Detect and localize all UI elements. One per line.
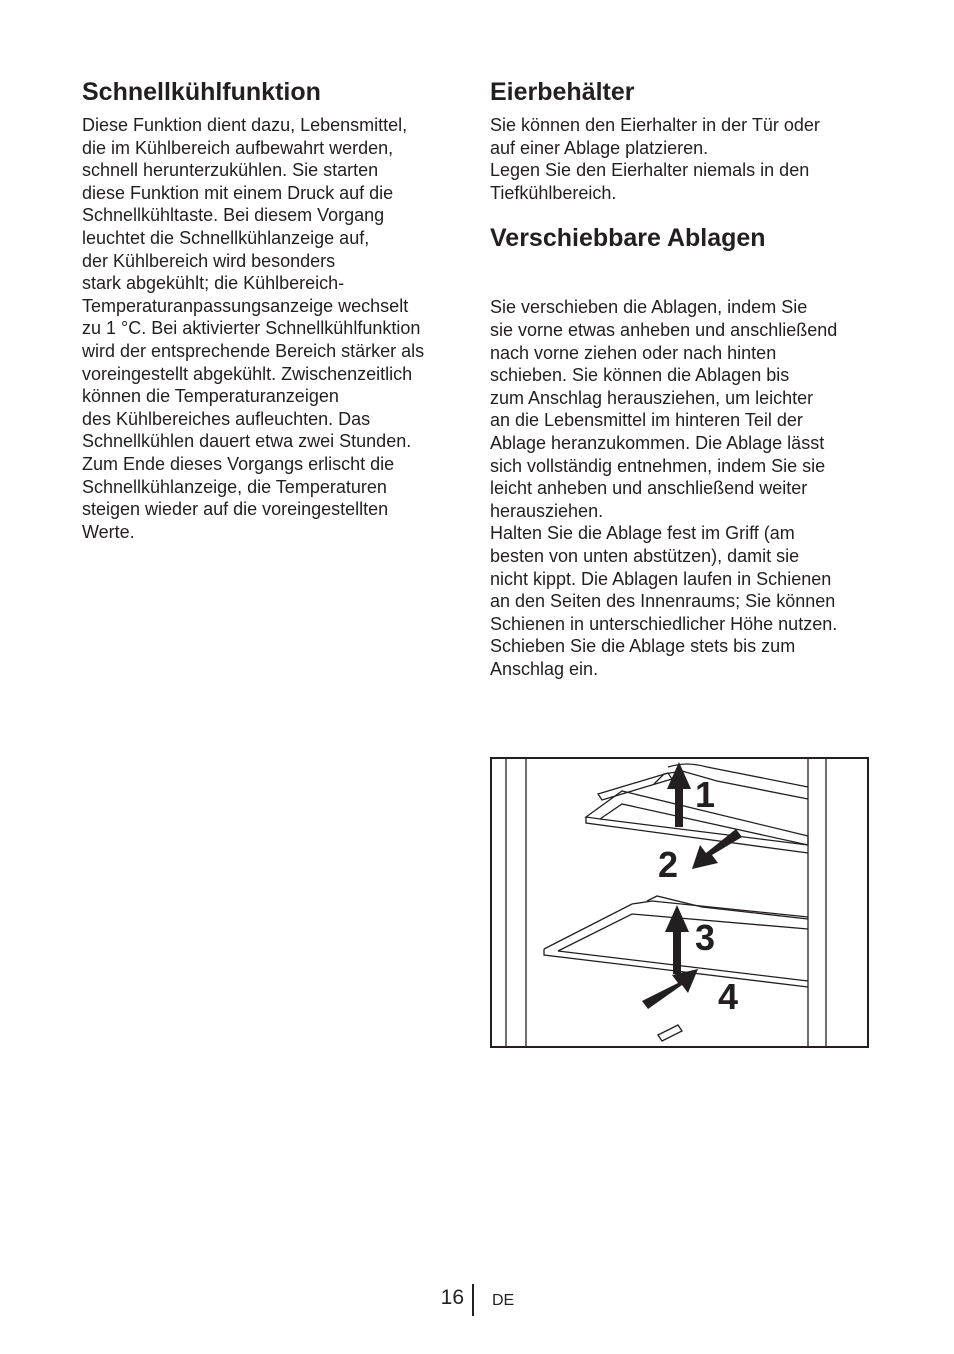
page-number: 16 bbox=[440, 1286, 464, 1309]
quick-cool-heading: Schnellkühlfunktion bbox=[82, 78, 321, 106]
step-label-4: 4 bbox=[718, 976, 739, 1017]
quick-cool-paragraph: Diese Funktion dient dazu, Lebensmittel, die im Kühlbereich aufbewahrt werden, schnell herunterzukühlen. Sie starten diese Funktion mit einem Druck auf die Schnellkühltaste. Bei diesem Vorgang leuchtet die Schnellkühlanzeige auf, der Kühlbereich wird besonders stark abgekühlt; die Kühlbereich- Temperaturanpassungsanzeige wechselt zu 1 °C. Bei aktivierter Schnellkühlfunktion wird der entsprechende Bereich stärker als voreingestellt abgekühlt. Zwischenzeitlich können die Temperaturanzeigen des Kühlbereiches aufleuchten. Das Schnellkühlen dauert etwa zwei Stunden. Zum Ende dieses Vorgangs erlischt die Schnellkühlanzeige, die Temperaturen steigen wieder auf die voreingestellten Werte. bbox=[82, 115, 425, 542]
left-column bbox=[82, 76, 462, 543]
shelves-paragraph-1: Sie verschieben die Ablagen, indem Sie sie vorne etwas anheben und anschließend nach vorne ziehen oder nach hinten schieben. Sie können die Ablagen bis zum Anschlag herausziehen, um leichter an die Lebensmittel im hinteren Teil der Ablage heranzukommen. Die Ablage lässt sich vollständig entnehmen, indem Sie sie leicht anheben und anschließend weiter herausziehen. bbox=[490, 297, 838, 521]
shelves-paragraph-3: Schieben Sie die Ablage stets bis zum Anschlag ein. bbox=[490, 636, 796, 679]
right-column bbox=[490, 76, 874, 680]
footer-divider bbox=[472, 1284, 474, 1316]
step-label-2: 2 bbox=[658, 844, 679, 885]
shelf-illustration bbox=[490, 757, 869, 1048]
shelves-paragraph-2: Halten Sie die Ablage fest im Griff (am besten von unten abstützen), damit sie nicht kippt. Die Ablagen laufen in Schienen an den Seiten des Innenraums; Sie können Schienen in unterschiedlicher Höhe nutzen. bbox=[490, 523, 838, 634]
egg-holder-heading: Eierbehälter bbox=[490, 78, 635, 106]
step-label-1: 1 bbox=[695, 774, 716, 815]
shelf-drawing bbox=[492, 759, 867, 1046]
egg-holder-paragraph-2: Legen Sie den Eierhalter niemals in den Tiefkühlbereich. bbox=[490, 160, 810, 203]
step-label-3: 3 bbox=[695, 917, 716, 958]
shelves-heading: Verschiebbare Ablagen bbox=[490, 224, 766, 253]
egg-holder-paragraph-1: Sie können den Eierhalter in der Tür oder auf einer Ablage platzieren. bbox=[490, 115, 820, 158]
page-footer bbox=[0, 1284, 954, 1316]
language-code: DE bbox=[492, 1292, 515, 1309]
